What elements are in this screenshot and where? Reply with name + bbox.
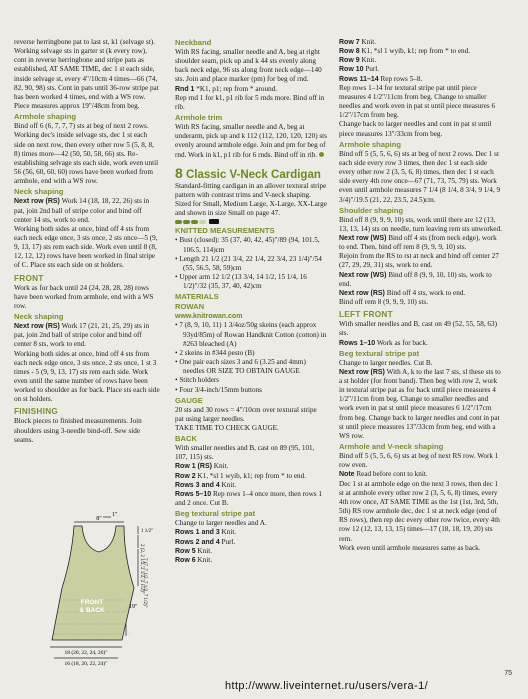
- dim-label-1: 1 1/2": [141, 529, 154, 534]
- pattern-title: [175, 164, 327, 182]
- row-instruction: Knit.: [195, 546, 212, 555]
- armhole-shaping-heading: Armhole shaping: [339, 139, 402, 149]
- stripe-row-6: [175, 556, 327, 565]
- gauge-text: 20 sts and 30 rows = 4"/10cm over textural stripe pat using larger needles.: [175, 405, 317, 423]
- armhole-shaping-heading: Armhole shaping: [14, 112, 77, 122]
- left-front-rows: [339, 339, 504, 348]
- stripe-row-2: [175, 538, 327, 547]
- row-label: Rows 3 and 4: [175, 481, 220, 489]
- armhole-vneck-text-3: Work even until armhole measures same as back.: [339, 543, 481, 552]
- row-label: Row 9: [339, 57, 360, 65]
- tank-shape: [52, 526, 134, 640]
- row-label: Rows 1–10: [339, 339, 376, 347]
- back-intro-text: reverse herringbone pat to last st, k1 (selvage st). Working selvage sts in garter st (k every row), cont in reverse herringbone and stripe pats as established, AT SAME TIME, dec 1 st each side, inside selvage st, every 4"/10cm 4 times—66 (74, 82, 90, 98) sts. Cont in pats until 36-row stripe pat has been worked 4 times, end with a WS row.: [14, 38, 159, 101]
- neck-shaping-text: [14, 197, 160, 224]
- gauge-check-text: TAKE TIME TO CHECK GAUGE.: [175, 424, 279, 432]
- row-label: Row 1 (RS): [175, 463, 212, 471]
- length-measurement: • Length 21 1/2 (21 3/4, 22 1/4, 22 3/4, 23 1/4)"/54 (55, 56.5, 58, 59)cm: [175, 254, 322, 272]
- row-instruction: Knit.: [359, 38, 376, 46]
- next-row-rs-2: [339, 368, 504, 441]
- row-label: Row 8: [339, 48, 360, 56]
- neck-instruction: Work 14 (18, 18, 22, 26) sts in pat, join 2nd ball of stripe color and bind off center 14 sts, work to end.: [14, 197, 150, 224]
- front-neck-heading: Neck shaping: [14, 312, 64, 322]
- note-instruction: Read before cont to knit.: [354, 470, 428, 479]
- armhole-vneck-text: Bind off 5 (5, 5, 6, 6) sts at beg of next RS row. Work 1 row even.: [339, 452, 499, 470]
- top-width-label: 8": [96, 516, 102, 522]
- row-label: Row 2: [175, 472, 196, 480]
- back-row-3: [175, 481, 327, 490]
- column-middle: [175, 38, 327, 565]
- tank-schematic-diagram: [14, 508, 174, 668]
- row-label: Rows 5–10: [175, 490, 212, 498]
- front-neck-instruction: Work 17 (21, 21, 25, 29) sts in pat, join 2nd ball of stripe color and bind off center 8 sts, work to end.: [14, 322, 150, 349]
- front-label: FRONT: [80, 599, 104, 606]
- row-instruction: Knit.: [219, 480, 237, 489]
- row-10: [339, 65, 504, 74]
- row-label: Row 6: [175, 556, 196, 564]
- row-label: Next row (RS): [14, 323, 60, 331]
- note-label: Note: [339, 471, 355, 479]
- note-text: [339, 470, 504, 479]
- front-heading: FRONT: [14, 273, 44, 283]
- row-instruction: Rep rows 5–8.: [378, 74, 423, 83]
- row-instruction: Knit.: [195, 555, 212, 564]
- row-label: Next row (RS): [14, 198, 60, 206]
- armhole-trim-heading: Armhole trim: [175, 113, 223, 123]
- hem-width-label: 16 (18, 20, 22, 24)": [64, 661, 108, 667]
- length-label: 19": [129, 604, 138, 610]
- stripe-pat-text: Change to larger needles. Cut B.: [339, 358, 433, 367]
- repeat-text-2: Change back to larger needles and cont in pat st until piece measures 13"/33cm from beg.: [339, 120, 492, 138]
- row-label: Rows 1 and 3: [175, 529, 220, 537]
- difficulty-pill-icon: [175, 220, 182, 224]
- pattern-description: Standard-fitting cardigan in an allover textural stripe pattern with contrast trims and V-neck shaping. Sized for Small, Medium Large, X-Large, XX-Large and shown in size Small on page 47.: [175, 181, 327, 218]
- shoulder-shaping-heading: Shoulder shaping: [339, 205, 404, 215]
- row-label: Rows 2 and 4: [175, 538, 220, 546]
- row-9: [339, 56, 504, 65]
- row-instruction: Knit.: [219, 528, 237, 537]
- row-label: Next row (RS): [339, 289, 385, 297]
- row-label: Row 10: [339, 66, 364, 74]
- armhole-shaping-text: Bind off 5 (5, 5, 6, 6) sts at beg of next 2 rows. Dec 1 st each side every row 3 times, then dec 1 st each side every other row 2 (3, 5, 6, 8) times, then dec 1 st each side every 4th row once—67 (71, 73, 75, 79) sts. Work even until armhole measures 7 1/4 (8 1/4, 8 3/4, 9 1/4, 9 3/4)"/19.5 (21, 22, 23.5, 24.5)cm.: [339, 149, 501, 204]
- row-7: [339, 38, 504, 47]
- left-front-heading: LEFT FRONT: [339, 310, 393, 320]
- next-row-ws-2: [339, 271, 504, 289]
- row-instruction: K1, *sl 1 wyib, k1; rep from * to end.: [195, 471, 307, 480]
- row-label: Row 5: [175, 547, 196, 555]
- finishing-heading: FINISHING: [14, 407, 59, 417]
- shoulder-shaping-text: Bind off 8 (9, 9, 9, 10) sts, work until there are 12 (13, 13, 13, 14) sts on needle, turn leaving rem sts unworked.: [339, 215, 502, 233]
- row-instruction: Purl.: [219, 537, 236, 546]
- neckband-text: With RS facing, smaller needle and A, beg at right shoulder seam, pick up and k 44 sts evenly along back neck edge, 96 sts along front neck edge—140 sts. Join and place marker (pm) for beg of rnd.: [175, 48, 322, 84]
- rnd1-instruction: *K1, p1; rep from * around.: [194, 84, 278, 93]
- dim-label-3: 7 (7, 7 1/2, 7 1/2, 7 1/2)": [142, 558, 147, 608]
- row-label: Next row (WS): [339, 271, 387, 279]
- column-right: [339, 38, 504, 553]
- row-label: Next row (WS): [339, 234, 387, 242]
- difficulty-badge-icon: [209, 219, 219, 224]
- left-front-text: With smaller needles and B, cast on 49 (52, 55, 58, 63) sts.: [339, 320, 498, 338]
- difficulty-pill-icon: [199, 220, 206, 224]
- materials-heading: MATERIALS: [175, 292, 219, 302]
- pattern-name: Classic V-Neck Cardigan: [186, 168, 321, 181]
- piece-measure-text: Piece measures approx 19"/48cm from beg.: [14, 102, 140, 111]
- row-instruction: Bind off 4 sts (from neck edge), work to end. Then, bind off rem 8 (9, 9, 9, 10) sts.: [339, 233, 497, 252]
- stripe-pat-text: Change to larger needles and A.: [175, 519, 267, 528]
- material-needles: • One pair each sizes 3 and 6 (3.25 and 4mm) needles OR SIZE TO OBTAIN GAUGE: [175, 358, 306, 376]
- strap-width-label: 1": [112, 512, 118, 518]
- back-row-1: [175, 462, 327, 471]
- stripe-row-1: [175, 528, 327, 537]
- next-row-rs: [339, 289, 504, 298]
- armhole-vneck-text-2: Dec 1 st at armhole edge on the next 3 rows, then dec 1 st at armhole every other row 2 (3, 5, 6, 8) times, every 4th row once, AT SAME TIME as the 1st (1st, 3rd, 5th, 5th) RS row armhole dec, dec 1 st at neck edge (end of RS rows), then rep dec every other row twice, every 4th row 12 (12, 13, 13, 15) times—17 (18, 18, 19, 20) sts rem.: [339, 479, 500, 543]
- repeat-text: Rep rows 1–14 for textural stripe pat until piece measures 4 1/2"/11cm from beg. Change to smaller needles and work even in pat st until piece measures 6 1/2"/17cm from beg.: [339, 83, 496, 120]
- page-number: 75: [504, 670, 512, 677]
- difficulty-pill-icon: [191, 220, 198, 224]
- stripe-pat-heading: Beg textural stripe pat: [339, 348, 420, 358]
- bust-measurement: • Bust (closed): 35 (37, 40, 42, 45)"/89 (94, 101.5, 106.5, 114)cm: [175, 236, 320, 254]
- front-neck-text: [14, 322, 160, 349]
- column-left: [14, 38, 160, 445]
- rnd-repeat-text: Rep rnd 1 for k1, p1 rib for 5 rnds more. Bind off in rib.: [175, 93, 325, 111]
- dim-label-2: 2 (2, 2 1/2, 2 1/2, 2 1/2)": [139, 544, 144, 594]
- row-instruction: Knit.: [359, 56, 376, 65]
- material-holders: • Stitch holders: [175, 376, 220, 385]
- row-instruction: Bind off 8 (9, 9, 10, 10) sts, work to end.: [339, 270, 492, 288]
- row-label: Rows 11–14: [339, 75, 379, 83]
- row-8: [339, 47, 504, 56]
- rnd-label: Rnd 1: [175, 85, 195, 93]
- row-instruction: Rep rows 1–4 once more, then rows 1 and 2 once. Cut B.: [175, 489, 322, 508]
- row-instruction: K1, *sl 1 wyib, k1; rep from * to end.: [359, 47, 471, 56]
- back-row-2: [175, 472, 327, 481]
- stripe-pat-heading: Beg textural stripe pat: [175, 509, 256, 519]
- row-instruction: Knit.: [211, 462, 229, 471]
- rejoin-text: Rejoin from the RS to rst at neck and bind off center 27 (27, 29, 29, 31) sts, work to end.: [339, 252, 499, 270]
- neckband-heading: Neckband: [175, 38, 212, 47]
- watermark-url: http://www.liveinternet.ru/users/vera-1/: [225, 680, 429, 692]
- row-instruction: Purl.: [363, 65, 380, 74]
- back-row-5: [175, 490, 327, 508]
- bust-width-label: 18 (20, 22, 24, 26)": [64, 650, 108, 656]
- material-buttons: • Four 3/4-inch/15mm buttons: [175, 385, 262, 394]
- row-instruction: Bind off 4 sts, work to end.: [384, 288, 466, 297]
- back-heading: BACK: [175, 434, 197, 444]
- armhole-trim-text: [175, 123, 327, 160]
- front-neck-text-2: Working both sides at once, bind off 4 sts from each neck edge once, 3 sts once, 2 sts once, 1 st 3 times - 5 (9, 9, 13, 17) sts rem each side. Work even until the same number of rows have been worked to shoulder as for back. Place sts each side on st holders.: [14, 349, 160, 404]
- materials-brand: ROWAN: [175, 302, 205, 312]
- finishing-text: Block pieces to finished measurements. Join shoulders using 3-needle bind-off. Sew side seams.: [14, 417, 142, 444]
- row-instruction: With A, k to the last 7 sts, sl these sts to a st holder (for front band). Then beg with row 2, work in textural stripe pat as for back until piece measures 4 1/2"/11cm from beg. Change to smaller needles and work even in pat st until piece measures 6 1/2"/17cm from beg. Change back to larger needles and cont in pat st until piece measures 13"/33cm from beg, end with a WS row.: [339, 367, 501, 440]
- armhole-trim-instruction: With RS facing, smaller needle and A, beg at underarm, pick up and k 112 (112, 120, 120, 120) sts evenly around armhole edge. Join and pm for beg of rnd. Work in k1, p1 rib for 6 rnds. Bind off in rib.: [175, 123, 327, 159]
- back-label: & BACK: [79, 607, 105, 614]
- row-label: Row 7: [339, 39, 360, 46]
- rnd1-text: [175, 85, 327, 94]
- difficulty-rating: [175, 219, 327, 224]
- difficulty-pill-icon: [183, 220, 190, 224]
- neck-shaping-text-2: Working both sides at once, bind off 4 sts from each neck edge once, 3 sts once, 2 sts once—5 (9, 9, 13, 17) sts rem each side. Work even until 8 (8, 12, 12, 12) rows have been worked in final stripe of C. Place sts each side on st holders.: [14, 224, 158, 270]
- neck-shaping-heading: Neck shaping: [14, 187, 64, 197]
- upper-arm-measurement: • Upper arm 12 1/2 (13 3/4, 14 1/2, 15 1/4, 16 1/2)"/32 (35, 37, 40, 42)cm: [175, 272, 307, 291]
- material-yarn-b: • 2 skeins in #344 pesto (B): [175, 348, 255, 357]
- stripe-row-5: [175, 547, 327, 556]
- back-cast-on-text: With smaller needles and B, cast on 89 (95, 101, 107, 115) sts.: [175, 444, 315, 462]
- bind-off-rem: Bind off rem 8 (9, 9, 9, 10) sts.: [339, 298, 428, 307]
- brand-url-link[interactable]: www.knitrowan.com: [175, 313, 243, 321]
- armhole-vneck-heading: Armhole and V-neck shaping: [339, 442, 444, 452]
- rows-11-14: [339, 75, 504, 84]
- knitted-measurements-heading: KNITTED MEASUREMENTS: [175, 226, 275, 236]
- row-label: Next row (RS): [339, 368, 385, 376]
- gauge-heading: GAUGE: [175, 395, 203, 405]
- pattern-number: 8: [175, 164, 183, 181]
- material-yarn-a: • 7 (8, 9, 10, 11) 1 3/4oz/50g skeins (each approx 93yd/85m) of Rowan Handknit Cotton (cotton) in #263 bleached (A): [175, 321, 327, 348]
- row-instruction: Work as for back.: [375, 338, 428, 347]
- front-text: Work as for back until 24 (24, 28, 28, 28) rows have been worked from armhole, end with a WS row.: [14, 283, 154, 310]
- next-row-ws-1: [339, 234, 504, 252]
- end-bullet-icon: [319, 152, 324, 157]
- armhole-shaping-text: Bind off 6 (6, 7, 7, 7) sts at beg of next 2 rows. Working dec's inside selvage sts, dec 1 st each side on next row, then every other row 5 (5, 8, 8, 8) times more—42 (50, 50, 58, 66) sts. Re-establishing selvage sts each side, work even until 56 (56, 60, 60, 60) rows have been worked from armhole, end with a WS row.: [14, 122, 159, 186]
